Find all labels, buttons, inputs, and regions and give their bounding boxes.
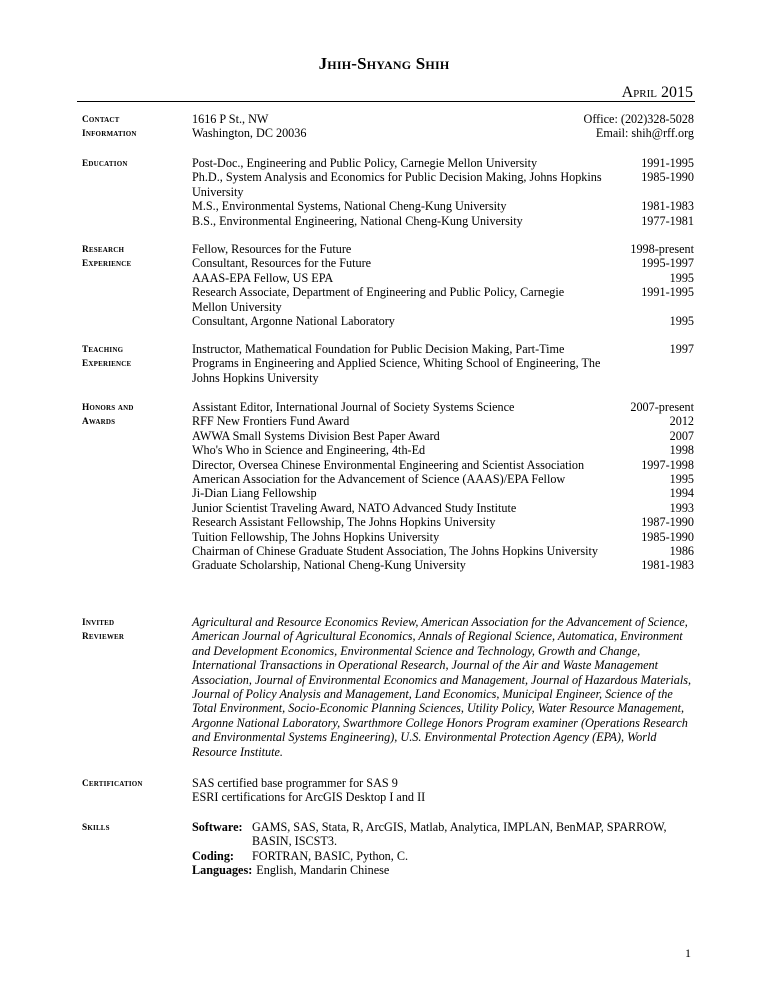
section-label-teaching: Teaching Experience [82,345,132,370]
contact-email: Email: shih@rff.org [595,126,694,141]
cv-name: Jhih-Shyang Shih [318,54,450,73]
skills-languages: Languages: English, Mandarin Chinese [192,863,390,878]
list-item: B.S., Environmental Engineering, National Cheng-Kung University 1977-1981 [192,213,694,228]
reviewer-body [192,615,694,759]
honors-body [192,400,694,573]
teaching-body [192,342,694,385]
reviewer-list: Agricultural and Resource Economics Review, American Association for the Advancement of Science, American Journal of Agricultural Economics, Annals of Regional Science, Automatica, Environment and Development Economics, Environmental Science and Technology, Growth and Change, International Transactions in Operational Research, Journal of the Air and Waste Management Association, Journal of Environmental Economics and Management, Journal of Hazardous Materials, Journal of Policy Analysis and Management, Land Economics, Municipal Engineer, Science of the Total Environment, Socio-Economic Planning Sciences, Utility Policy, Water Resource Management, Argonne National Laboratory, Swarthmore College Honors Program examiner (Operations Research and Environmental Systems Engineering), U.S. Environmental Protection Agency (EPA), World Resource Institute. [192,615,692,759]
list-item: Ph.D., System Analysis and Economics for Public Decision Making, Johns Hopkins University 1985-1990 [192,170,694,199]
list-item: Tuition Fellowship, The Johns Hopkins University 1985-1990 [192,529,694,544]
section-label-certification: Certification [82,779,143,789]
skills-body [192,820,694,878]
section-label-contact: Contact Information [82,115,137,140]
list-item: Research Assistant Fellowship, The Johns Hopkins University 1987-1990 [192,515,694,530]
skills-software: Software: GAMS, SAS, Stata, R, ArcGIS, Matlab, Analytica, IMPLAN, BenMAP, SPARROW, BASIN, ISCST3. [192,820,667,849]
skills-coding: Coding: FORTRAN, BASIC, Python, C. [192,848,409,863]
list-item: American Association for the Advancement of Science (AAAS)/EPA Fellow 1995 [192,472,694,487]
section-label-honors: Honors and Awards [82,403,134,428]
list-item: ESRI certifications for ArcGIS Desktop I and II [192,790,426,805]
certification-body [192,776,694,805]
section-contact [82,112,694,144]
list-item: Post-Doc., Engineering and Public Policy, Carnegie Mellon University 1991-1995 [192,156,694,170]
list-item: AWWA Small Systems Division Best Paper Award 2007 [192,428,694,443]
list-item: AAAS-EPA Fellow, US EPA 1995 [192,270,694,285]
list-item: M.S., Environmental Systems, National Cheng-Kung University 1981-1983 [192,199,694,214]
section-label-education: Education [82,159,128,169]
list-item: Director, Oversea Chinese Environmental Engineering and Scientist Association 1997-1998 [192,457,694,472]
research-body [192,242,694,328]
section-label-skills: Skills [82,823,110,833]
list-item: Instructor, Mathematical Foundation for Public Decision Making, Part-Time Programs in Engineering and Applied Science, Whiting School of Engineering, The Johns Hopkins University 1997 [192,342,694,385]
section-label-reviewer: Invited Reviewer [82,618,125,643]
list-item: Fellow, Resources for the Future 1998-present [192,242,694,256]
list-item: Assistant Editor, International Journal of Society Systems Science 2007-present [192,400,694,414]
list-item: Junior Scientist Traveling Award, NATO Advanced Study Institute 1993 [192,500,694,515]
list-item: RFF New Frontiers Fund Award 2012 [192,414,694,429]
list-item: Who's Who in Science and Engineering, 4th-Ed 1998 [192,443,694,458]
contact-office-email [584,112,694,141]
list-item: Research Associate, Department of Engineering and Public Policy, Carnegie Mellon University 1991-1995 [192,285,694,314]
contact-address: 1616 P St., NW Washington, DC 20036 [192,112,307,141]
contact-office: Office: (202)328-5028 [583,112,694,126]
list-item: Consultant, Resources for the Future 1995-1997 [192,256,694,271]
list-item: Consultant, Argonne National Laboratory 1995 [192,314,694,329]
list-item: Ji-Dian Liang Fellowship 1994 [192,486,694,501]
list-item: Graduate Scholarship, National Cheng-Kung University 1981-1983 [192,558,694,573]
section-label-research: Research Experience [82,245,132,270]
list-item: SAS certified base programmer for SAS 9 [192,776,398,790]
education-body [192,156,694,228]
header-rule [77,101,695,102]
cv-date: April 2015 [621,84,693,101]
list-item: Chairman of Chinese Graduate Student Association, The Johns Hopkins University 1986 [192,544,694,559]
page-number: 1 [685,946,691,960]
